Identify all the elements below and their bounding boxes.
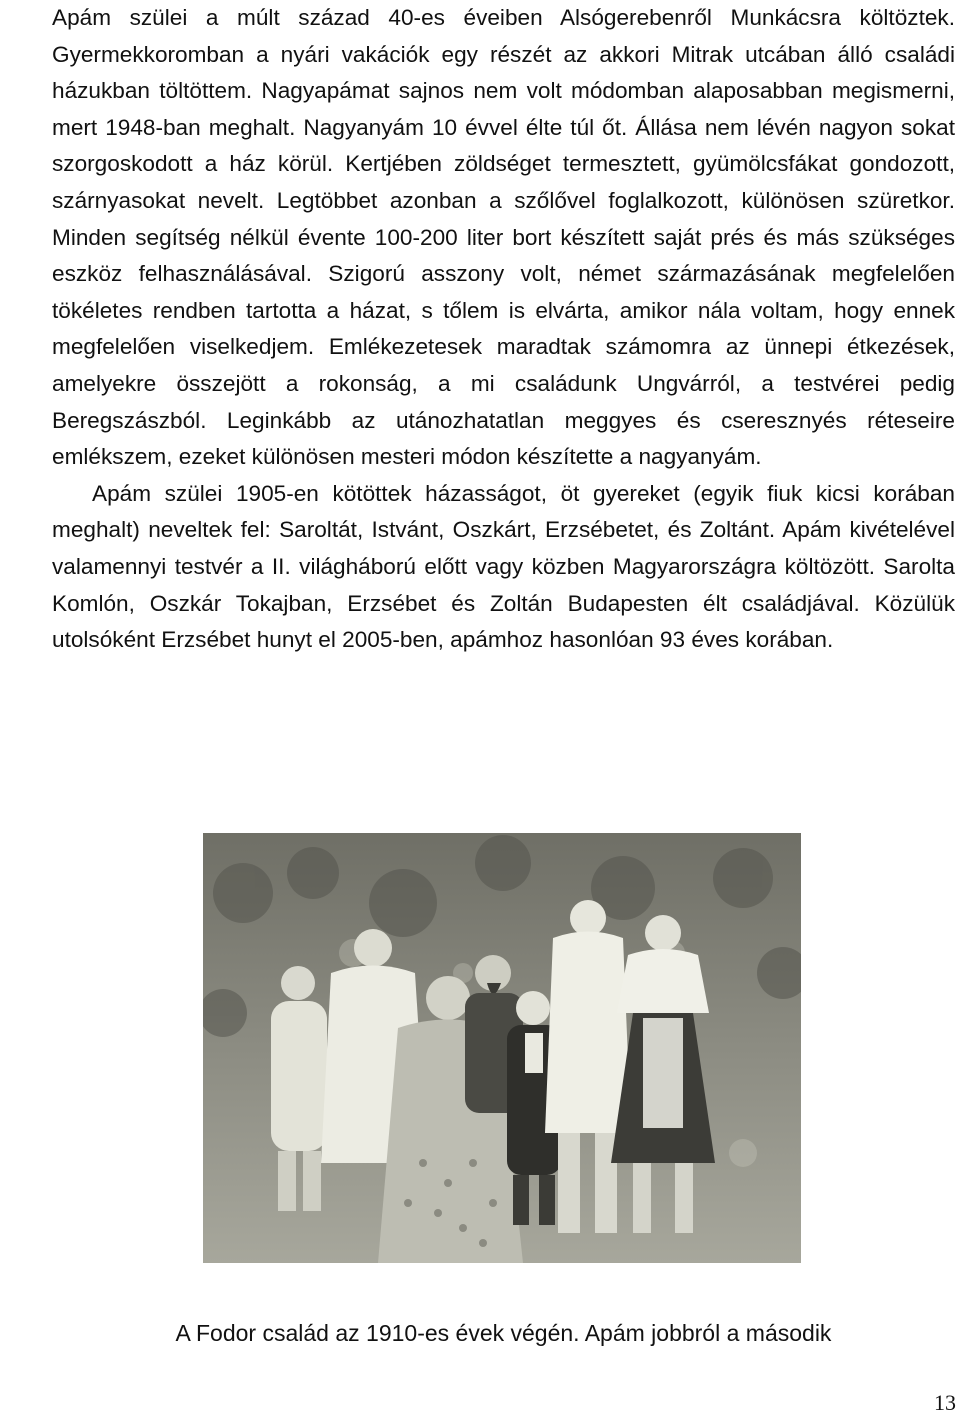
family-photo [203,833,801,1263]
paragraph-siblings: Apám szülei 1905-en kötöttek házasságot, öt gyereket (egyik fiuk kicsi korában meghalt) neveltek fel: Saroltát, Istvánt, Oszkárt, Erzsébetet, és Zoltánt. Apám kivételével valamennyi testvér a II. világháború előtt vagy közben Magyarországra költözött. Sarolta Komlón, Oszkár Tokajban, Erzsébet és Zoltán Budapesten élt családjával. Közülük utolsóként Erzsébet hunyt el 2005-ben, apámhoz hasonlóan 93 éves korában. [52,480,955,653]
body-text [52,0,955,659]
paragraph-grandparents: Apám szülei a múlt század 40-es éveiben Alsógerebenről Munkácsra költöztek. Gyermekkoromban a nyári vakációk egy részét az akkori Mitrak utcában álló családi házukban töltöttem. Nagyapámat sajnos nem volt módomban alaposabban megismerni, mert 1948-ban meghalt. Nagyanyám 10 évvel élte túl őt. Állása nem lévén nagyon sokat szorgoskodott a ház körül. Kertjében zöldséget termesztett, gyümölcsfákat gondozott, szárnyasokat nevelt. Legtöbbet azonban a szőlővel foglalkozott, különösen szüretkor. Minden segítség nélkül évente 100-200 liter bort készített saját prés és más szükséges eszköz felhasználásával. Szigorú asszony volt, német származásának megfelelően tökéletes rendben tartotta a házat, s tőlem is elvárta, amikor nála voltam, hogy ennek megfelelően viselkedjem. Emlékezetesek maradtak számomra az ünnepi étkezések, amelyekre összejött a rokonság, a mi családunk Ungvárról, a testvérei pedig Beregszászból. Leginkább az utánozhatatlan meggyes és cseresznyés réteseire emlékszem, ezeket különösen mesteri módon készítette a nagyanyám. [52,5,955,470]
page-number: 13 [934,1390,956,1415]
photo-caption: A Fodor család az 1910-es évek végén. Apám jobbról a második [175,1320,832,1346]
family-photo-image [203,833,801,1263]
